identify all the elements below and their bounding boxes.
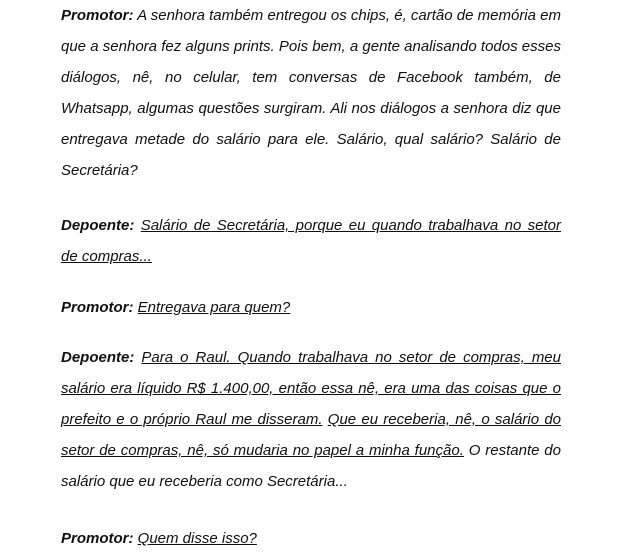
underlined-statement: Quem disse isso? [137,530,257,547]
transcript-paragraph-4 [61,342,561,497]
speaker-label: Promotor: [61,299,134,316]
statement-text: A senhora também entregou os chips, é, cartão de memória em que a senhora fez alguns prints. Pois bem, a gente analisando todos esses diálogos, nê, no celular, tem conversas de Facebook também, de Whatsapp, algumas questões surgiram. Ali nos diálogos a senhora diz que entregava metade do salário para ele. Salário, qual salário? Salário de Secretária? [61,7,561,179]
underlined-statement: Salário de Secretária, porque eu quando trabalhava no setor de compras... [61,217,561,265]
speaker-label: Promotor: [61,7,134,24]
underlined-statement: Entregava para quem? [137,299,291,316]
speaker-label: Promotor: [61,530,134,547]
statement-text: O restante do salário que eu receberia como Secretária... [61,442,561,490]
underlined-statement: Para o Raul. Quando trabalhava no setor de compras, meu salário era líquido R$ 1.400,00, então essa nê, era uma das coisas que o prefeito e o próprio Raul me disseram. [61,349,561,428]
speaker-label: Depoente: [61,349,135,366]
transcript-paragraph-2 [61,210,561,272]
transcript-paragraph-3 [61,292,561,323]
underlined-statement: Que eu receberia, nê, o salário do setor de compras, nê, só mudaria no papel a minha função. [61,411,562,459]
transcript-paragraph-5 [61,523,561,554]
speaker-label: Depoente: [61,217,135,234]
transcript-paragraph-1 [61,0,561,186]
